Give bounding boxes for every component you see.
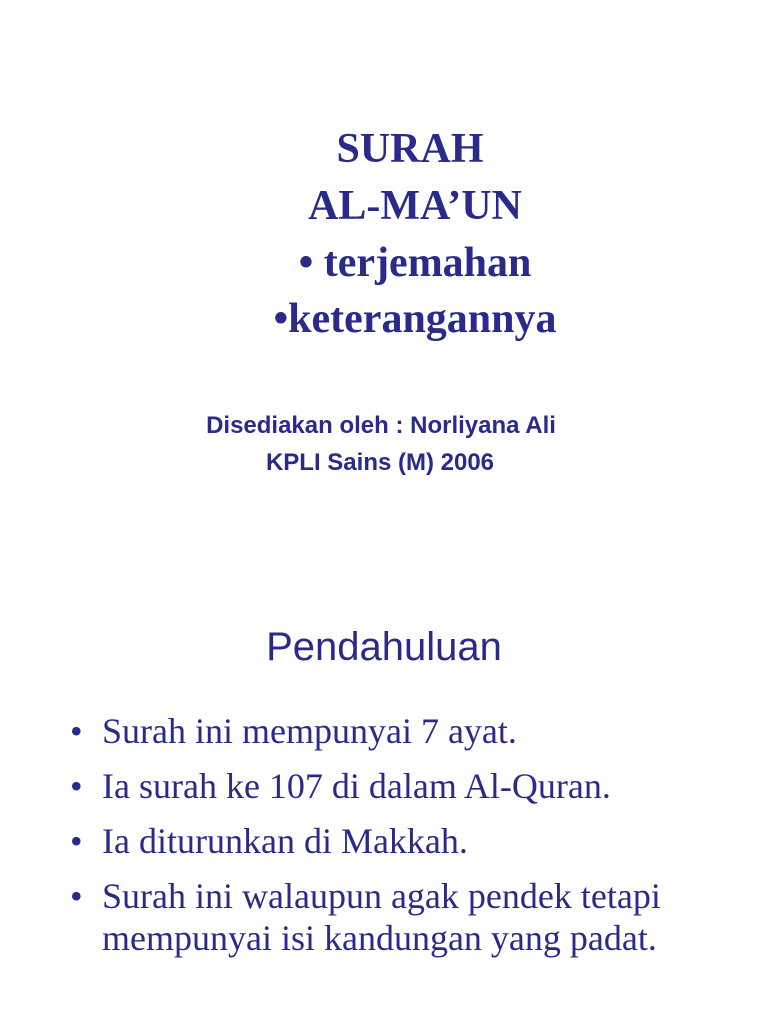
bullet-text: Surah ini walaupun agak pendek tetapi mempunyai isi kandungan yang padat.	[102, 876, 661, 958]
list-item	[70, 875, 750, 959]
title-line-keterangannya: •keterangannya	[273, 296, 557, 342]
bullet-icon: •	[70, 876, 83, 916]
list-item	[70, 765, 750, 807]
list-item	[70, 710, 750, 752]
bullet-icon: •	[70, 821, 83, 861]
bullet-text: Ia diturunkan di Makkah.	[102, 821, 468, 861]
bullet-text: Ia surah ke 107 di dalam Al-Quran.	[102, 766, 611, 806]
bullet-icon: •	[70, 766, 83, 806]
title-line-surah: SURAH	[336, 126, 484, 172]
title-line-terjemahan: • terjemahan	[298, 240, 532, 286]
credit-author: Disediakan oleh : Norliyana Ali	[206, 412, 556, 439]
list-item	[70, 820, 750, 862]
intro-slide	[0, 560, 768, 1024]
bullet-list	[70, 710, 750, 972]
bullet-text: Surah ini mempunyai 7 ayat.	[102, 711, 517, 751]
title-line-al-maun: AL-MA’UN	[308, 183, 522, 229]
bullet-icon: •	[70, 711, 83, 751]
section-heading: Pendahuluan	[266, 625, 502, 669]
credit-course: KPLI Sains (M) 2006	[265, 449, 495, 476]
